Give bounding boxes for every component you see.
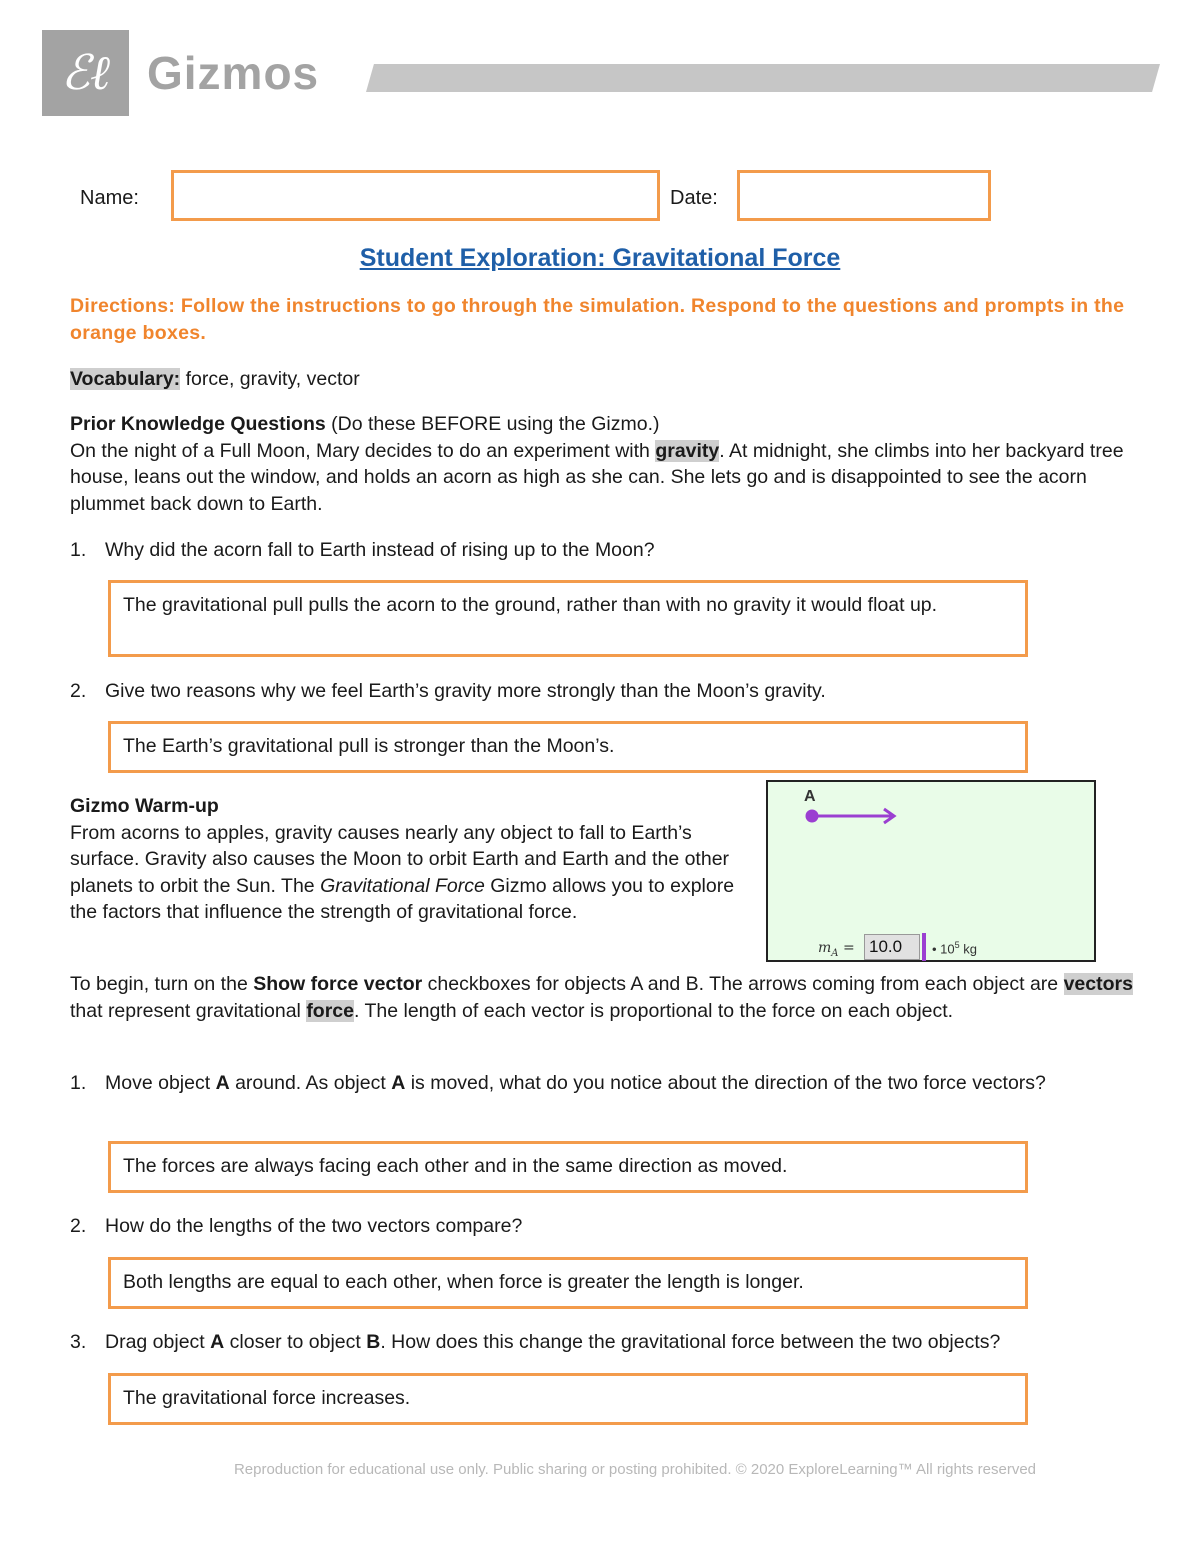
story-text-2: . At midnight, she climbs into her backyard tree house, leans out the window, and holds an acorn as high as she can. She lets go and is disappointed to see the acorn plummet back down to Earth.: [70, 439, 1124, 515]
date-field[interactable]: [737, 170, 991, 221]
mass-unit-prefix: • 10: [932, 941, 955, 957]
question-item: [70, 678, 1130, 708]
question-item: [70, 1213, 1130, 1243]
vocabulary-line: [70, 366, 1135, 393]
answer-box[interactable]: [108, 1257, 1028, 1309]
warmup-body: [70, 820, 750, 926]
question-item: [70, 537, 1130, 567]
question-item: [70, 1070, 1130, 1126]
vocab-term-gravity: gravity: [655, 439, 720, 462]
instructions-paragraph: [70, 971, 1135, 1024]
object-a-label: A: [804, 788, 816, 805]
prior-knowledge-heading: Prior Knowledge Questions: [70, 413, 326, 435]
question-text: Give two reasons why we feel Earth’s gravity more strongly than the Moon’s gravity.: [105, 680, 826, 702]
mass-input[interactable]: 10.0: [864, 934, 920, 960]
prior-knowledge-heading-line: [70, 411, 1135, 438]
answer-text: The gravitational pull pulls the acorn to the ground, rather than with no gravity it would float up.: [123, 594, 938, 616]
answer-text: The Earth’s gravitational pull is stronger than the Moon’s.: [123, 735, 615, 757]
answer-text: The forces are always facing each other and in the same direction as moved.: [123, 1155, 788, 1177]
answer-box[interactable]: [108, 1141, 1028, 1193]
prior-knowledge-story: [70, 438, 1135, 518]
question-number: 3.: [70, 1331, 87, 1353]
directions: Directions: Follow the instructions to go through the simulation. Respond to the questions and prompts in the orange boxes.: [70, 295, 1125, 344]
date-label: Date:: [670, 187, 718, 209]
force-vector-arrow: [798, 804, 908, 828]
object-a-ball: [806, 810, 819, 823]
question-number: 2.: [70, 680, 87, 702]
name-label: Name:: [80, 187, 139, 209]
answer-text: Both lengths are equal to each other, when force is greater the length is longer.: [123, 1271, 804, 1293]
begin-text-1: To begin, turn on the: [70, 973, 254, 995]
vocab-term-force: force: [306, 999, 354, 1022]
answer-box[interactable]: [108, 1373, 1028, 1425]
vocab-term-vectors: vectors: [1063, 973, 1133, 995]
begin-text-3: that represent gravitational: [70, 999, 307, 1022]
mass-equals: =: [838, 940, 855, 956]
warmup-heading: Gizmo Warm-up: [70, 795, 219, 817]
answer-box[interactable]: [108, 580, 1028, 657]
prior-knowledge-section: [70, 411, 1135, 517]
warmup-section: [70, 793, 750, 926]
mass-unit: [932, 940, 977, 956]
question-number: 1.: [70, 1072, 87, 1094]
page-title: Student Exploration: Gravitational Force: [359, 244, 841, 272]
question-item: [70, 1329, 1130, 1359]
vocabulary-terms: force, gravity, vector: [180, 368, 360, 390]
explorelearning-logo-icon: ℰℓ: [60, 45, 111, 101]
mass-symbol: m: [818, 940, 832, 956]
warmup-text-1: From acorns to apples, gravity causes nearly any object to fall to Earth’s surface. Gravity also causes the Moon to orbit Earth and Earth and the other planets to orbit the Sun. The: [70, 821, 730, 897]
name-value: [174, 173, 657, 197]
header-bar: [366, 64, 1160, 92]
question-text: Why did the acorn fall to Earth instead of rising up to the Moon?: [105, 539, 655, 561]
question-text: Drag object A closer to object B. How does this change the gravitational force between the two objects?: [105, 1331, 1001, 1353]
question-text: Move object A around. As object A is moved, what do you notice about the direction of the two force vectors?: [105, 1072, 1046, 1094]
question-text: How do the lengths of the two vectors compare?: [105, 1215, 523, 1237]
question-number: 2.: [70, 1215, 87, 1237]
mass-label: [818, 940, 855, 959]
mass-unit-exponent: 5: [954, 940, 960, 950]
story-text-1: On the night of a Full Moon, Mary decides to do an experiment with: [70, 439, 656, 462]
warmup-text-2: Gizmo allows you to explore the factors that influence the strength of gravitational force.: [70, 874, 735, 923]
gizmo-name: Gravitational Force: [320, 874, 485, 897]
begin-text-4: . The length of each vector is proportional to the force on each object.: [354, 999, 954, 1022]
question-number: 1.: [70, 539, 87, 561]
vocabulary-label: Vocabulary:: [70, 368, 181, 390]
mass-unit-kg: kg: [959, 941, 977, 957]
brand-name: Gizmos: [147, 47, 320, 99]
begin-text-2: checkboxes for objects A and B. The arrows coming from each object are: [422, 973, 1064, 995]
footer-copyright: Reproduction for educational use only. Public sharing or posting prohibited. © 2020 ExploreLearning™ All rights reserved: [233, 1461, 1037, 1478]
answer-box[interactable]: [108, 721, 1028, 773]
mass-subscript: A: [831, 947, 839, 959]
simulation-screenshot: [766, 780, 1096, 962]
mass-slider-handle[interactable]: [922, 933, 926, 961]
answer-text: The gravitational force increases.: [123, 1387, 411, 1409]
prior-knowledge-note: (Do these BEFORE using the Gizmo.): [325, 413, 660, 435]
name-field[interactable]: [171, 170, 660, 221]
date-value: [740, 173, 988, 197]
show-force-vector-label: Show force vector: [253, 973, 423, 995]
